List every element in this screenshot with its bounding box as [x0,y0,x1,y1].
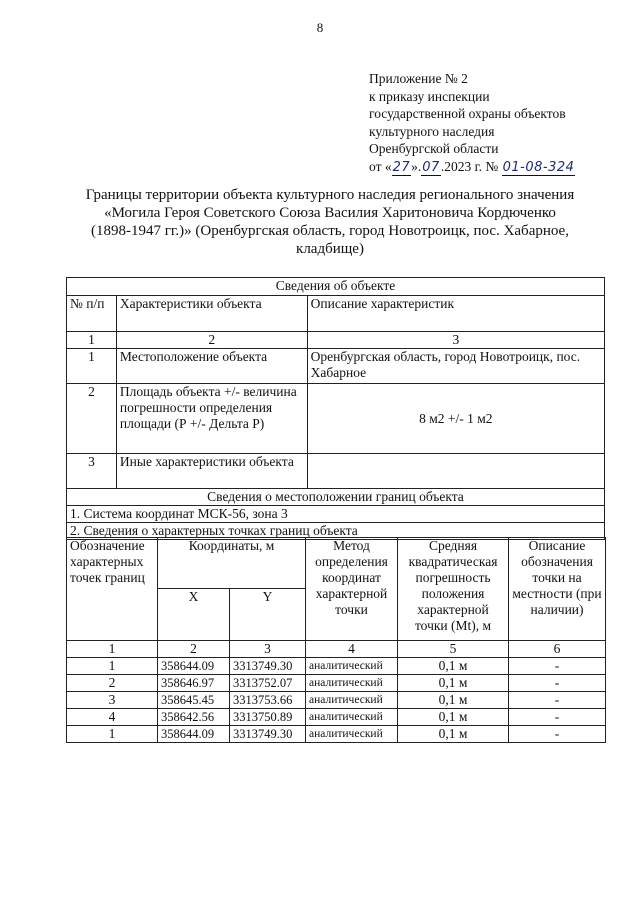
point-description: - [509,692,606,709]
title-line: (1898-1947 гг.)» (Оренбургская область, город Новотроицк, пос. Хабарное, [91,223,569,239]
appendix-line: Оренбургской области [369,141,499,156]
point-method: аналитический [306,726,398,743]
object-info-table [66,277,605,540]
appendix-line: к приказу инспекции [369,88,490,104]
point-x: 358646.97 [158,675,230,692]
appendix-block [369,70,575,176]
column-number: 6 [509,641,606,658]
point-description: - [509,709,606,726]
table-row [67,384,605,454]
point-id: 2 [67,675,158,692]
table-row [67,726,606,743]
point-x: 358645.45 [158,692,230,709]
column-number: 2 [158,641,230,658]
characteristic-name: Местоположение объекта [116,349,307,384]
table-row [67,692,606,709]
point-y: 3313752.07 [230,675,306,692]
boundaries-header: Сведения о местоположении границ объекта [67,489,605,506]
page-number: 8 [316,20,324,35]
point-description: - [509,658,606,675]
table-row [67,454,605,489]
point-id: 3 [67,692,158,709]
date-day-handwritten: 27 [392,159,411,175]
point-id: 4 [67,709,158,726]
point-x: 358644.09 [158,726,230,743]
point-id: 1 [67,726,158,743]
point-x: 358642.56 [158,709,230,726]
column-header: № п/п [67,296,117,332]
row-number: 2 [67,384,117,454]
point-error: 0,1 м [398,709,509,726]
point-x: 358644.09 [158,658,230,675]
table-row [67,675,606,692]
column-header-description: Описание обозначения точки на местности (при наличии) [509,538,606,641]
column-header-error: Средняя квадратическая погрешность положения характерной точки (Mt), м [398,538,509,641]
point-description: - [509,726,606,743]
characteristic-value: Оренбургская область, город Новотроицк, пос. Хабарное [307,349,604,384]
row-number: 3 [67,454,117,489]
object-info-header: Сведения об объекте [67,278,605,296]
column-header: Характеристики объекта [116,296,307,332]
point-error: 0,1 м [398,692,509,709]
point-method: аналитический [306,709,398,726]
appendix-line: государственной охраны объектов [369,106,566,121]
point-error: 0,1 м [398,658,509,675]
column-header-coordinates: Координаты, м [158,538,306,589]
title-line: кладбище) [296,241,364,257]
row-number: 1 [67,349,117,384]
column-number: 4 [306,641,398,658]
point-y: 3313749.30 [230,658,306,675]
point-y: 3313750.89 [230,709,306,726]
date-mid: ». [411,158,422,174]
point-y: 3313749.30 [230,726,306,743]
point-error: 0,1 м [398,675,509,692]
column-number: 3 [307,332,604,349]
appendix-date-line [369,158,575,177]
date-year: .2023 г. № [440,158,499,174]
order-number-handwritten: 01-08-324 [502,159,575,175]
column-header: Описание характеристик [307,296,604,332]
column-header-method: Метод определения координат характерной точки [306,538,398,641]
column-number: 1 [67,332,117,349]
characteristic-name: Иные характеристики объекта [116,454,307,489]
characteristic-value: 8 м2 +/- 1 м2 [307,384,604,454]
column-header-designation: Обозначение характерных точек границ [67,538,158,641]
point-y: 3313753.66 [230,692,306,709]
title-line: Границы территории объекта культурного наследия регионального значения [85,187,575,203]
column-header-x: X [158,589,230,641]
point-method: аналитический [306,658,398,675]
point-description: - [509,675,606,692]
table-row [67,709,606,726]
column-number: 3 [230,641,306,658]
appendix-line: Приложение № 2 [369,71,468,86]
boundary-points-table [66,537,606,743]
column-number: 2 [116,332,307,349]
characteristic-value [307,454,604,489]
table-row [67,349,605,384]
points-title: 2. Сведения о характерных точках границ объекта [67,523,605,540]
characteristic-name: Площадь объекта +/- величина погрешности определения площади (Р +/- Дельта Р) [116,384,307,454]
title-line: «Могила Героя Советского Союза Василия Харитоновича Кордюченко [104,205,556,221]
point-error: 0,1 м [398,726,509,743]
column-number: 1 [67,641,158,658]
date-prefix: от « [369,158,392,174]
point-id: 1 [67,658,158,675]
column-number: 5 [398,641,509,658]
document-title [70,186,590,258]
coordinate-system: 1. Система координат МСК-56, зона 3 [67,506,605,523]
table-row [67,658,606,675]
point-method: аналитический [306,692,398,709]
date-month-handwritten: 07 [422,159,440,175]
column-header-y: Y [230,589,306,641]
appendix-line: культурного наследия [369,123,495,139]
point-method: аналитический [306,675,398,692]
